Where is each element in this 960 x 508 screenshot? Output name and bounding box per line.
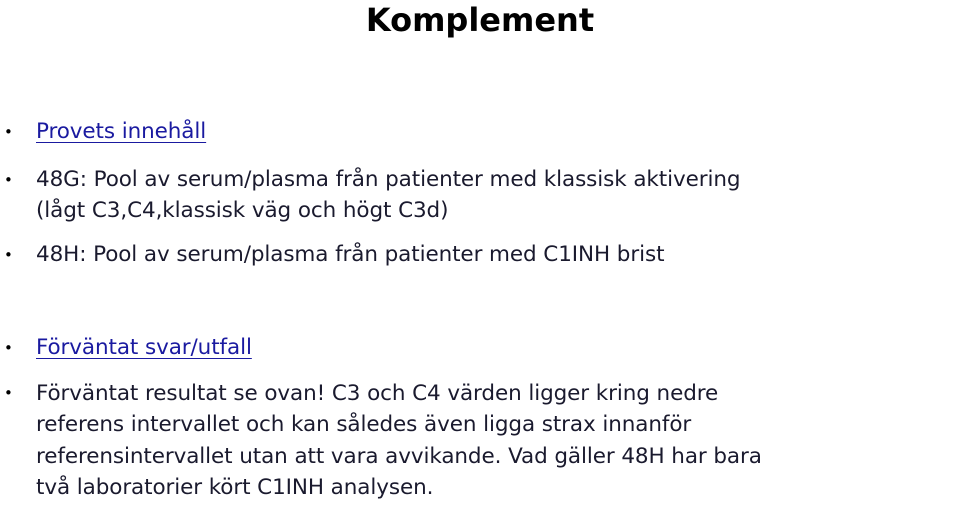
paragraph-line-4: två laboratorier kört C1INH analysen. — [36, 475, 434, 500]
paragraph-line-1: Förväntat resultat se ovan! C3 och C4 värden ligger kring nedre — [36, 381, 719, 406]
bullet-icon: • — [4, 384, 13, 402]
forvantat-svar-heading: Förväntat svar/utfall — [36, 335, 252, 360]
page-title: Komplement — [365, 1, 595, 39]
paragraph-line-3: referensintervallet utan att vara avvikande. Vad gäller 48H har bara — [36, 444, 762, 469]
paragraph-line-2: referens intervallet och kan således även ligga strax innanför — [36, 412, 692, 437]
bullet-icon: • — [4, 339, 13, 357]
bullet-icon: • — [4, 123, 13, 141]
item-48g-line1: 48G: Pool av serum/plasma från patienter med klassisk aktivering — [36, 167, 741, 192]
provets-innehall-heading: Provets innehåll — [36, 119, 207, 144]
bullet-icon: • — [4, 171, 13, 189]
item-48h-line1: 48H: Pool av serum/plasma från patienter med C1INH brist — [36, 242, 665, 267]
item-48g-line2: (lågt C3,C4,klassisk väg och högt C3d) — [36, 198, 449, 223]
bullet-icon: • — [4, 246, 13, 264]
